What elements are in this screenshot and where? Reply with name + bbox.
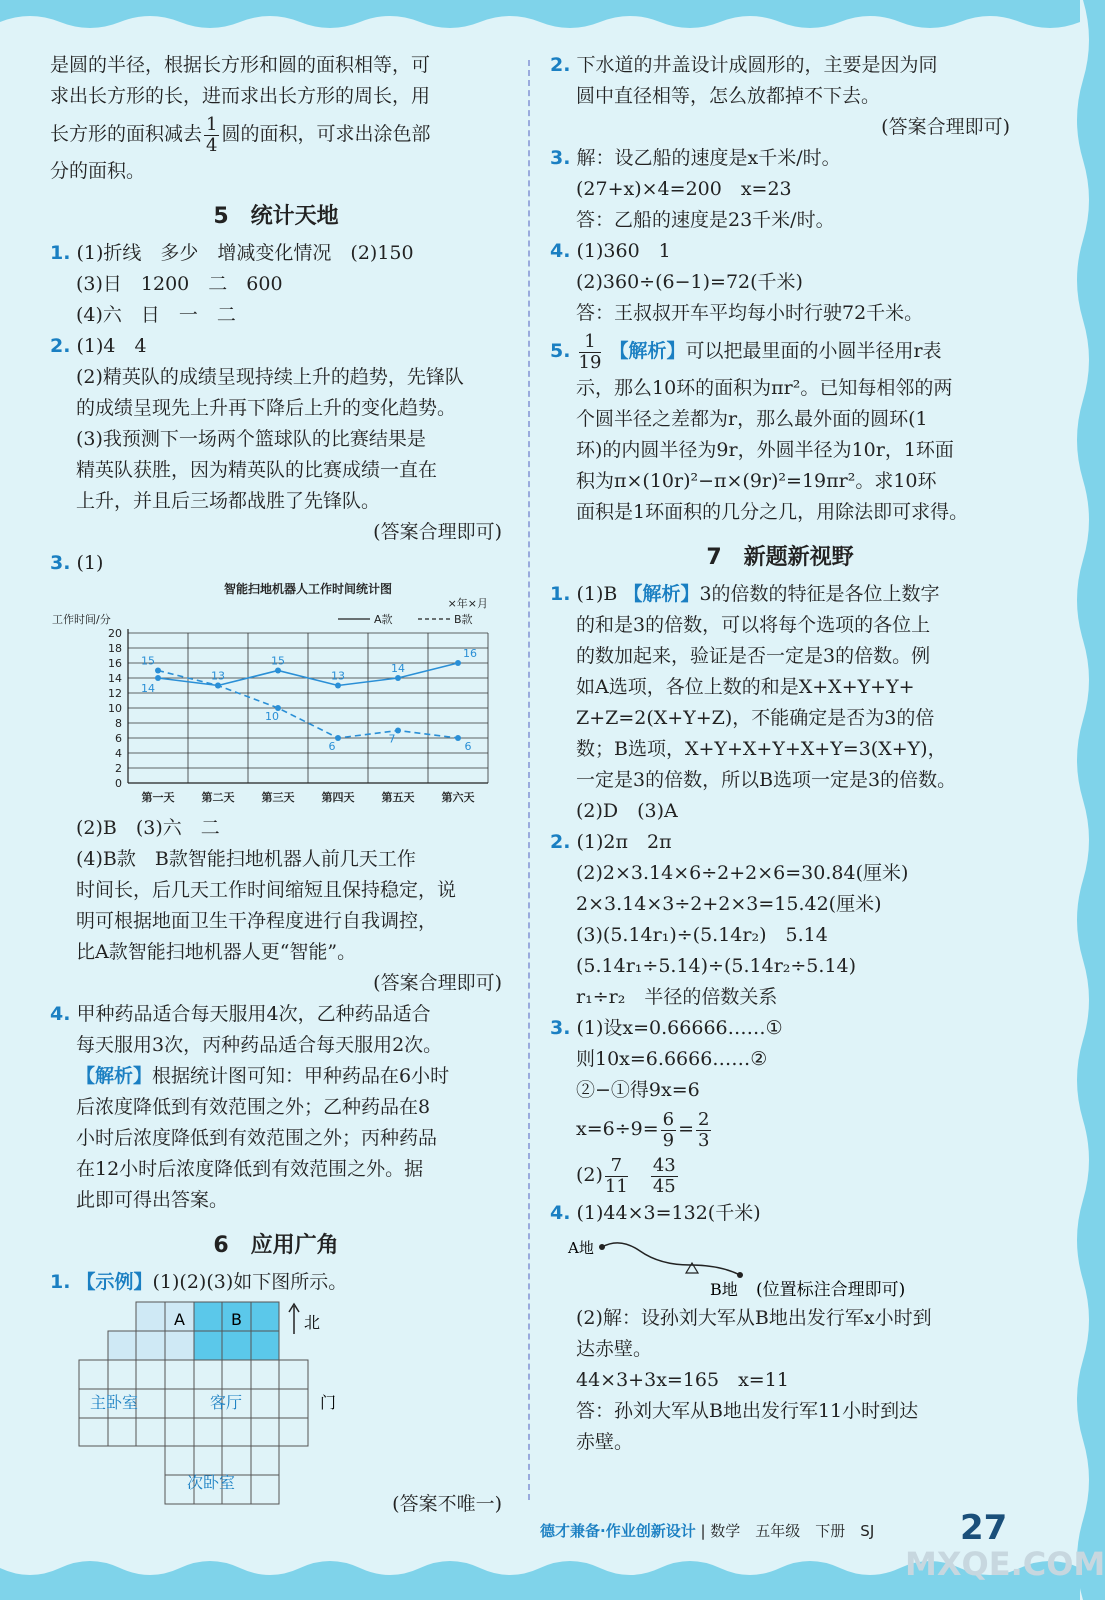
y-tick-label: 18 <box>108 642 122 655</box>
explanation-line: 在12小时后浓度降低到有效范围之外。据 <box>76 1158 424 1180</box>
x-tick-label: 第二天 <box>201 791 235 804</box>
explanation-line: 个圆半径之差都为r，那么最外面的圆环(1 <box>576 408 928 430</box>
data-point-b <box>335 735 341 741</box>
footer-info: | 数学 五年级 下册 SJ <box>700 1522 875 1540</box>
map-label-b: B地 <box>710 1280 738 1299</box>
section-title-6: 6 应用广角 <box>213 1233 339 1258</box>
x-tick-label: 第五天 <box>381 791 415 804</box>
explanation-line: 如A选项，各位上数的和是X+X+Y+Y+ <box>576 676 915 698</box>
data-label: 15 <box>271 654 285 668</box>
answer-note: (答案合理即可) <box>373 972 502 994</box>
y-tick-label: 12 <box>108 687 122 700</box>
floor-plan-grid <box>50 1298 502 1513</box>
answer-line: (2)D (3)A <box>576 800 678 822</box>
explanation-line: 的数加起来，验证是否一定是3的倍数。例 <box>576 645 931 667</box>
y-axis-label: 工作时间/分 <box>52 613 111 626</box>
answer-line: 则10x=6.6666……② <box>576 1048 768 1070</box>
column-divider <box>528 60 530 1500</box>
explanation-line: 示，那么10环的面积为πr²。已知每相邻的两 <box>576 377 953 399</box>
answer-line: (2)B (3)六 二 <box>76 817 220 839</box>
question-4: 4. (1)360 1 <box>550 240 671 262</box>
answer-line: (27+x)×4=200 x=23 <box>576 178 792 200</box>
data-label: 14 <box>391 662 405 675</box>
question-6-1: 1. 【示例】(1)(2)(3)如下图所示。 <box>50 1271 348 1293</box>
answer-line: 精英队获胜，因为精英队的比赛成绩一直在 <box>76 459 438 481</box>
map-label-a: A地 <box>568 1239 594 1257</box>
data-label: 13 <box>211 669 225 683</box>
legend-label-a: A款 <box>374 613 393 626</box>
data-label: 14 <box>141 682 155 695</box>
answer-line: r₁÷r₂ 半径的倍数关系 <box>576 986 778 1008</box>
question-2: 2. 下水道的井盖设计成圆形的，主要是因为同 <box>550 54 938 76</box>
answer-line: 答：乙船的速度是23千米/时。 <box>576 209 835 231</box>
x-tick-label: 第六天 <box>441 791 475 804</box>
explanation-line: Z+Z=2(X+Y+Z)，不能确定是否为3的倍 <box>576 707 935 729</box>
answer-line: (2)解：设孙刘大军从B地出发行军x小时到 <box>576 1307 932 1329</box>
question-4: 4. 甲种药品适合每天服用4次，乙种药品适合 <box>50 1003 431 1025</box>
route-map <box>550 1229 1010 1299</box>
explanation-line: 此即可得出答案。 <box>76 1189 229 1211</box>
map-note: (位置标注合理即可) <box>756 1280 906 1300</box>
data-label: 6 <box>328 740 336 753</box>
question-3: 3. 解：设乙船的速度是x千米/时。 <box>550 147 841 169</box>
question-1: 1. (1)折线 多少 增减变化情况 (2)150 <box>50 242 414 264</box>
intro-line: 是圆的半径，根据长方形和圆的面积相等，可 <box>50 54 431 76</box>
grid-label-a: A <box>174 1310 185 1329</box>
intro-line: 分的面积。 <box>50 160 146 182</box>
watermark: MXQE.COM <box>905 1545 1105 1583</box>
intro-line: 求出长方形的长，进而求出长方形的周长，用 <box>50 85 431 107</box>
y-tick-label: 6 <box>115 732 122 745</box>
data-label: 15 <box>141 654 155 668</box>
explanation-line: 的和是3的倍数，可以将每个选项的各位上 <box>576 614 931 636</box>
answer-line: (3)(5.14r₁)÷(5.14r₂) 5.14 <box>576 924 828 946</box>
answer-line: (3)日 1200 二 600 <box>76 273 283 295</box>
chart-subtitle: ×年×月 <box>447 597 488 610</box>
right-wave-border <box>1049 0 1105 1600</box>
explanation-line: 数；B选项，X+Y+X+Y+X+Y=3(X+Y)， <box>576 738 947 760</box>
grid-label-second-bedroom: 次卧室 <box>187 1473 236 1492</box>
question-2: 2. (1)4 4 <box>50 335 147 357</box>
y-tick-label: 20 <box>108 627 122 640</box>
y-tick-label: 0 <box>115 777 122 790</box>
answer-line: (4)B款 B款智能扫地机器人前几天工作 <box>76 848 416 870</box>
explanation-line: 一定是3的倍数，所以B选项一定是3的倍数。 <box>576 769 957 791</box>
answer-line: 圆中直径相等，怎么放都掉不下去。 <box>576 85 881 107</box>
fraction: $\frac{2}{3}$ <box>698 1108 710 1151</box>
intro-line: 长方形的面积减去 $\frac{1}{4}$ 圆的面积，可求出涂色部 <box>50 113 431 156</box>
x-tick-label: 第一天 <box>141 791 175 804</box>
legend-label-b: B款 <box>454 613 473 626</box>
fraction-answer: $\frac{1}{19}$ <box>578 330 602 373</box>
y-tick-label: 16 <box>108 657 122 670</box>
data-point-b <box>155 668 161 674</box>
grid-label-door: 门 <box>320 1393 337 1412</box>
answer-line: (3)我预测下一场两个篮球队的比赛结果是 <box>76 428 426 450</box>
data-label: 13 <box>331 669 345 683</box>
y-tick-label: 2 <box>115 762 122 775</box>
explanation-line: 面积是1环面积的几分之几，用除法即可求得。 <box>576 501 969 523</box>
y-tick-label: 14 <box>108 672 122 685</box>
explanation-line: 小时后浓度降低到有效范围之外；丙种药品 <box>76 1127 438 1149</box>
answer-line: (2)360÷(6−1)=72(千米) <box>576 271 803 293</box>
answer-line: (4)六 日 一 二 <box>76 304 236 326</box>
answer-line: 的成绩呈现先上升再下降后上升的变化趋势。 <box>76 397 457 419</box>
fraction: $\frac{43}{45}$ <box>652 1154 676 1197</box>
grid-label-north: 北 <box>304 1313 321 1332</box>
grid-label-living-room: 客厅 <box>210 1393 243 1412</box>
fraction: $\frac{6}{9}$ <box>662 1108 675 1151</box>
grid-label-main-bedroom: 主卧室 <box>90 1393 139 1412</box>
data-label: 7 <box>388 732 396 746</box>
question-7-3: 3. (1)设x=0.66666……① <box>550 1017 783 1039</box>
question-7-4: 4. (1)44×3=132(千米) <box>550 1202 761 1224</box>
fraction: $\frac{7}{11}$ <box>604 1154 628 1197</box>
data-point-a <box>275 668 281 674</box>
answer-line: 答：孙刘大军从B地出发行军11小时到达 <box>576 1400 919 1422</box>
right-column <box>550 50 1010 1458</box>
north-arrow-icon <box>289 1304 299 1334</box>
explanation-line: 积为π×(10r)²−π×(9r)²=19πr²。求10环 <box>576 470 937 492</box>
data-label: 16 <box>463 647 477 660</box>
data-point-a <box>395 675 401 681</box>
data-point-b <box>455 735 461 741</box>
answer-line: (5.14r₁÷5.14)÷(5.14r₂÷5.14) <box>576 955 857 977</box>
question-3: 3. (1) <box>50 552 104 574</box>
x-tick-label: 第四天 <box>321 791 355 804</box>
y-tick-label: 4 <box>115 747 122 760</box>
answer-line: 赤壁。 <box>576 1431 634 1453</box>
answer-line: (2) $\frac{7}{11}$ $\frac{43}{45}$ <box>576 1154 676 1197</box>
data-point-b <box>215 683 221 689</box>
data-label: 6 <box>464 740 472 753</box>
section-title-7: 7 新题新视野 <box>706 545 854 570</box>
answer-line: 达赤壁。 <box>576 1338 653 1360</box>
line-chart <box>50 579 502 809</box>
y-tick-label: 8 <box>115 717 122 730</box>
answer-note: (答案合理即可) <box>881 116 1010 138</box>
explanation-line: 后浓度降低到有效范围之外；乙种药品在8 <box>76 1096 431 1118</box>
answer-line: (2)精英队的成绩呈现持续上升的趋势，先锋队 <box>76 366 464 388</box>
footer-brand: 德才兼备·作业创新设计 <box>540 1522 696 1540</box>
section-title-5: 5 统计天地 <box>213 204 339 229</box>
question-7-1: 1. (1)B 【解析】3的倍数的特征是各位上数字 <box>550 583 940 605</box>
data-point-a <box>455 660 461 666</box>
answer-line: 每天服用3次，丙种药品适合每天服用2次。 <box>76 1034 443 1056</box>
top-wave-border <box>0 0 1080 40</box>
data-point-a <box>155 675 161 681</box>
answer-line: ②−①得9x=6 <box>576 1079 700 1101</box>
explanation-line: 环)的内圆半径为9r，外圆半径为10r，1环面 <box>576 439 954 461</box>
x-tick-label: 第三天 <box>261 791 295 804</box>
fraction-quarter: $\frac{1}{4}$ <box>206 113 218 156</box>
grid-label-b: B <box>231 1310 242 1329</box>
question-5: 5. $\frac{1}{19}$ 【解析】可以把最里面的小圆半径用r表 <box>550 330 942 373</box>
data-label: 10 <box>265 710 279 723</box>
answer-line: 答：王叔叔开车平均每小时行驶72千米。 <box>576 302 924 324</box>
chart-title: 智能扫地机器人工作时间统计图 <box>223 582 393 596</box>
answer-note: (答案合理即可) <box>373 521 502 543</box>
explanation-line: 【解析】根据统计图可知：甲种药品在6小时 <box>76 1065 450 1087</box>
left-column <box>50 50 502 1520</box>
answer-line: 2×3.14×3÷2+2×3=15.42(厘米) <box>576 893 882 915</box>
footer <box>540 1520 874 1541</box>
answer-line: x=6÷9= $\frac{6}{9}$ = $\frac{2}{3}$ <box>576 1108 710 1151</box>
y-tick-label: 10 <box>108 702 122 715</box>
answer-note: (答案不唯一) <box>392 1493 502 1515</box>
answer-line: 时间长，后几天工作时间缩短且保持稳定，说 <box>76 879 457 901</box>
answer-line: (2)2×3.14×6÷2+2×6=30.84(厘米) <box>576 862 909 884</box>
data-point-b <box>395 728 401 734</box>
answer-line: 比A款智能扫地机器人更“智能”。 <box>76 941 357 963</box>
page-number: 27 <box>960 1508 1008 1548</box>
data-point-a <box>335 683 341 689</box>
answer-line: 上升，并且后三场都战胜了先锋队。 <box>76 490 381 512</box>
question-7-2: 2. (1)2π 2π <box>550 831 672 853</box>
answer-line: 44×3+3x=165 x=11 <box>576 1369 789 1391</box>
answer-line: 明可根据地面卫生干净程度进行自我调控， <box>76 910 438 932</box>
